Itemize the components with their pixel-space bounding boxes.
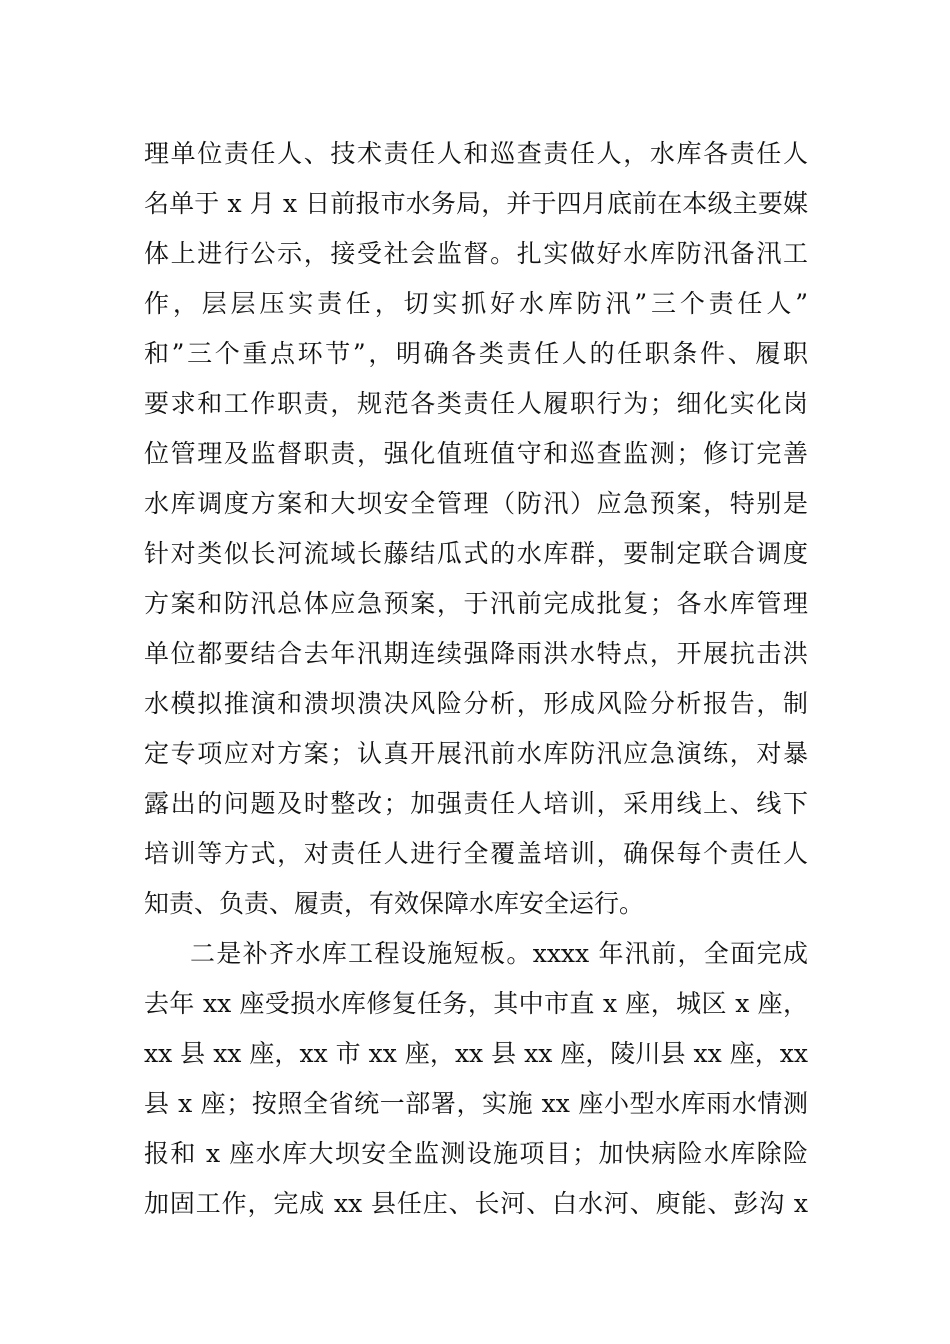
paragraph-first-line: 二是补齐水库工程设施短板。xxxx 年汛前，全面完成 [190,939,808,968]
text-line: 体上进行公示，接受社会监督。扎实做好水库防汛备汛工 [144,239,808,268]
text-line: 去年 xx 座受损水库修复任务，其中市直 x 座，城区 x 座， [144,989,808,1018]
text-line: 要求和工作职责，规范各类责任人履职行为；细化实化岗 [144,389,808,418]
text-line: 培训等方式，对责任人进行全覆盖培训，确保每个责任人 [144,839,808,868]
text-line: 定专项应对方案；认真开展汛前水库防汛应急演练，对暴 [144,739,808,768]
text-line: 作，层层压实责任，切实抓好水库防汛”三个责任人” [144,289,808,318]
text-line: 单位都要结合去年汛期连续强降雨洪水特点，开展抗击洪 [144,639,808,668]
text-line: 水库调度方案和大坝安全管理（防汛）应急预案，特别是 [144,489,808,518]
text-line: 加固工作，完成 xx 县任庄、长河、白水河、庾能、彭沟 x [144,1189,808,1218]
text-line: 理单位责任人、技术责任人和巡查责任人，水库各责任人 [144,139,808,168]
text-line: 露出的问题及时整改；加强责任人培训，采用线上、线下 [144,789,808,818]
text-line: 县 x 座；按照全省统一部署，实施 xx 座小型水库雨水情测 [144,1089,808,1118]
text-line: 知责、负责、履责，有效保障水库安全运行。 [144,889,645,918]
text-line: 和”三个重点环节”，明确各类责任人的任职条件、履职 [144,339,808,368]
text-line: 方案和防汛总体应急预案，于汛前完成批复；各水库管理 [144,589,808,618]
text-line: xx 县 xx 座，xx 市 xx 座，xx 县 xx 座，陵川县 xx 座，xx [144,1039,808,1068]
text-line: 名单于 x 月 x 日前报市水务局，并于四月底前在本级主要媒 [144,189,808,218]
text-line: 位管理及监督职责，强化值班值守和巡查监测；修订完善 [144,439,808,468]
text-line: 针对类似长河流域长藤结瓜式的水库群，要制定联合调度 [144,539,808,568]
text-line: 水模拟推演和溃坝溃决风险分析，形成风险分析报告，制 [144,689,808,718]
text-line: 报和 x 座水库大坝安全监测设施项目；加快病险水库除险 [144,1139,808,1168]
